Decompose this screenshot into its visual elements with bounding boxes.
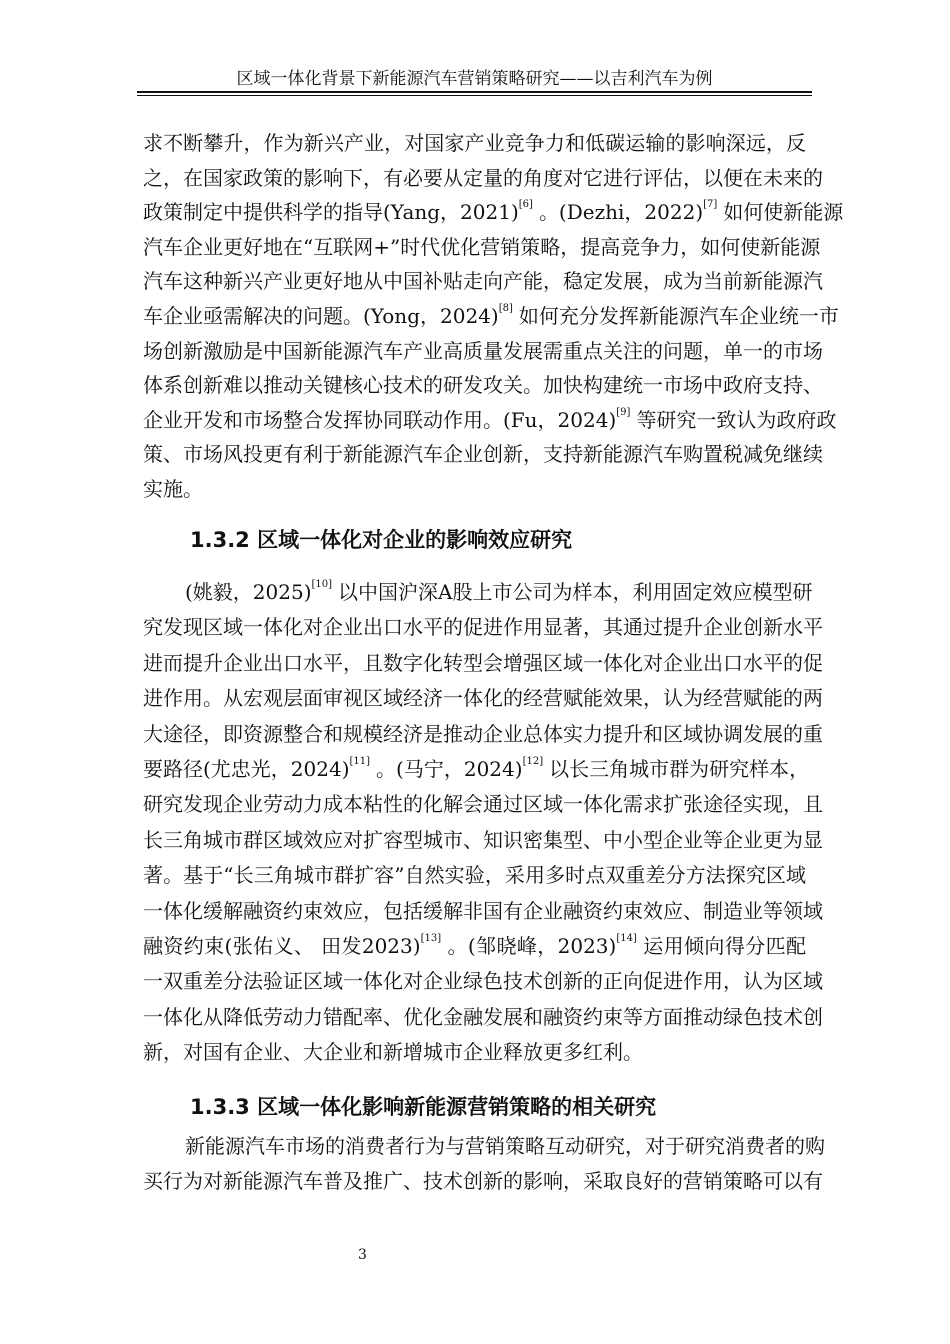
text-segment: 一体化缓解融资约束效应，包括缓解非国有企业融资约束效应、制造业等领域 [143,898,823,923]
text-line [143,790,823,818]
section-heading: 1.3.2 区域一体化对企业的影响效应研究 [190,528,573,552]
text-segment: 场创新激励是中国新能源汽车产业高质量发展需重点关注的问题，单一的市场 [143,338,823,363]
text-segment: 新能源汽车市场的消费者行为与营销策略互动研究，对于研究消费者的购 [185,1134,825,1158]
text-segment: 进作用。从宏观层面审视区域经济一体化的经营赋能效果，认为经营赋能的两 [143,686,823,711]
citation-reference: [7] [703,199,718,211]
text-line [143,233,821,261]
text-line [143,1167,823,1195]
text-segment: 求不断攀升，作为新兴产业，对国家产业竞争力和低碳运输的影响深远，反 [143,131,806,155]
text-segment: 汽车这种新兴产业更好地从中国补贴走向产能，稳定发展，成为当前新能源汽 [143,269,823,294]
text-line [143,406,837,434]
text-line [143,649,823,677]
citation-reference: [10] [311,579,333,590]
text-line [143,1003,823,1031]
text-line [143,613,823,641]
text-segment: 著。基于“长三角城市群扩容”自然实验，采用多时点双重差分方法探究区域 [143,863,806,888]
text-segment: 融资约束(张佑义、 田发2023) [143,934,421,958]
text-segment: 一双重差分法验证区域一体化对企业绿色技术创新的正向促进作用，认为区域 [143,969,823,994]
text-line [143,475,806,503]
citation-reference: [9] [616,406,631,418]
text-line [143,302,839,330]
citation-reference: [14] [616,933,637,944]
header-title: 区域一体化背景下新能源汽车营销策略研究——以吉利汽车为例 [236,69,713,89]
text-segment: 等研究一致认为政府政 [636,407,837,432]
text-line [143,129,806,157]
text-segment: 。(Dezhi，2022) [538,200,704,225]
citation-reference: [6] [518,199,533,211]
text-line [185,1132,825,1160]
text-segment: 长三角城市群区域效应对扩容型城市、知识密集型、中小型企业等企业更为显 [143,827,823,852]
text-segment: 大途径，即资源整合和规模经济是推动企业总体实力提升和区域协调发展的重 [143,721,823,746]
text-segment: 策、市场风投更有利于新能源汽车企业创新，支持新能源汽车购置税减免继续 [143,442,823,467]
citation-reference: [12] [522,756,544,767]
text-line [143,826,823,854]
text-line [143,267,823,295]
text-segment: 实施。 [143,477,203,501]
text-line [143,861,806,889]
text-line [143,198,844,226]
citation-reference: [8] [498,303,513,314]
text-line [143,720,823,748]
page-number: 3 [358,1247,367,1263]
section-heading: 1.3.3 区域一体化影响新能源营销策略的相关研究 [190,1095,657,1119]
text-segment: 研究发现企业劳动力成本粘性的化解会通过区域一体化需求扩张途径实现，且 [143,792,823,817]
text-segment: 如何充分发挥新能源汽车企业统一市 [518,304,839,328]
text-segment: 进而提升企业出口水平，且数字化转型会增强区域一体化对企业出口水平的促 [143,650,823,675]
text-segment: 。(邹晓峰，2023) [447,934,617,958]
text-segment: 。(马宁，2024) [376,757,523,781]
text-segment: 以长三角城市群为研究样本， [549,757,810,781]
text-segment: 之，在国家政策的影响下，有必要从定量的角度对它进行评估，以便在未来的 [143,165,823,190]
text-line [143,164,823,192]
text-line [143,337,823,365]
citation-reference: [11] [349,756,371,767]
header-rule-thick [137,91,812,93]
text-segment: (姚毅，2025) [185,580,312,604]
text-segment: 一体化从降低劳动力错配率、优化金融发展和融资约束等方面推动绿色技术创 [143,1004,823,1029]
text-line [185,578,813,606]
text-line [143,371,823,399]
text-segment: 运用倾向得分匹配 [642,934,806,958]
text-line [143,897,823,925]
text-segment: 汽车企业更好地在“互联网+”时代优化营销策略，提高竞争力，如何使新能源 [143,234,821,259]
text-line [143,755,810,783]
text-segment: 车企业亟需解决的问题。(Yong，2024) [143,304,499,328]
header-rule-thin [137,95,812,96]
text-segment: 政策制定中提供科学的指导(Yang，2021) [143,200,519,225]
text-line [143,1038,806,1066]
text-segment: 企业开发和市场整合发挥协同联动作用。(Fu，2024) [143,407,617,432]
text-segment: 如何使新能源 [723,200,844,225]
text-line [143,967,823,995]
text-segment: 新，对国有企业、大企业和新增城市企业释放更多红利。 [143,1040,643,1065]
text-segment: 要路径(尤忠光，2024) [143,757,350,781]
text-segment: 究发现区域一体化对企业出口水平的促进作用显著，其通过提升企业创新水平 [143,615,823,640]
text-line [143,440,823,468]
text-line [143,932,806,960]
citation-reference: [13] [420,933,442,944]
text-line [143,684,823,712]
text-segment: 体系创新难以推动关键核心技术的研发攻关。加快构建统一市场中政府支持、 [143,373,823,398]
text-segment: 买行为对新能源汽车普及推广、技术创新的影响，采取良好的营销策略可以有 [143,1168,823,1193]
text-segment: 以中国沪深A股上市公司为样本，利用固定效应模型研 [338,580,813,604]
